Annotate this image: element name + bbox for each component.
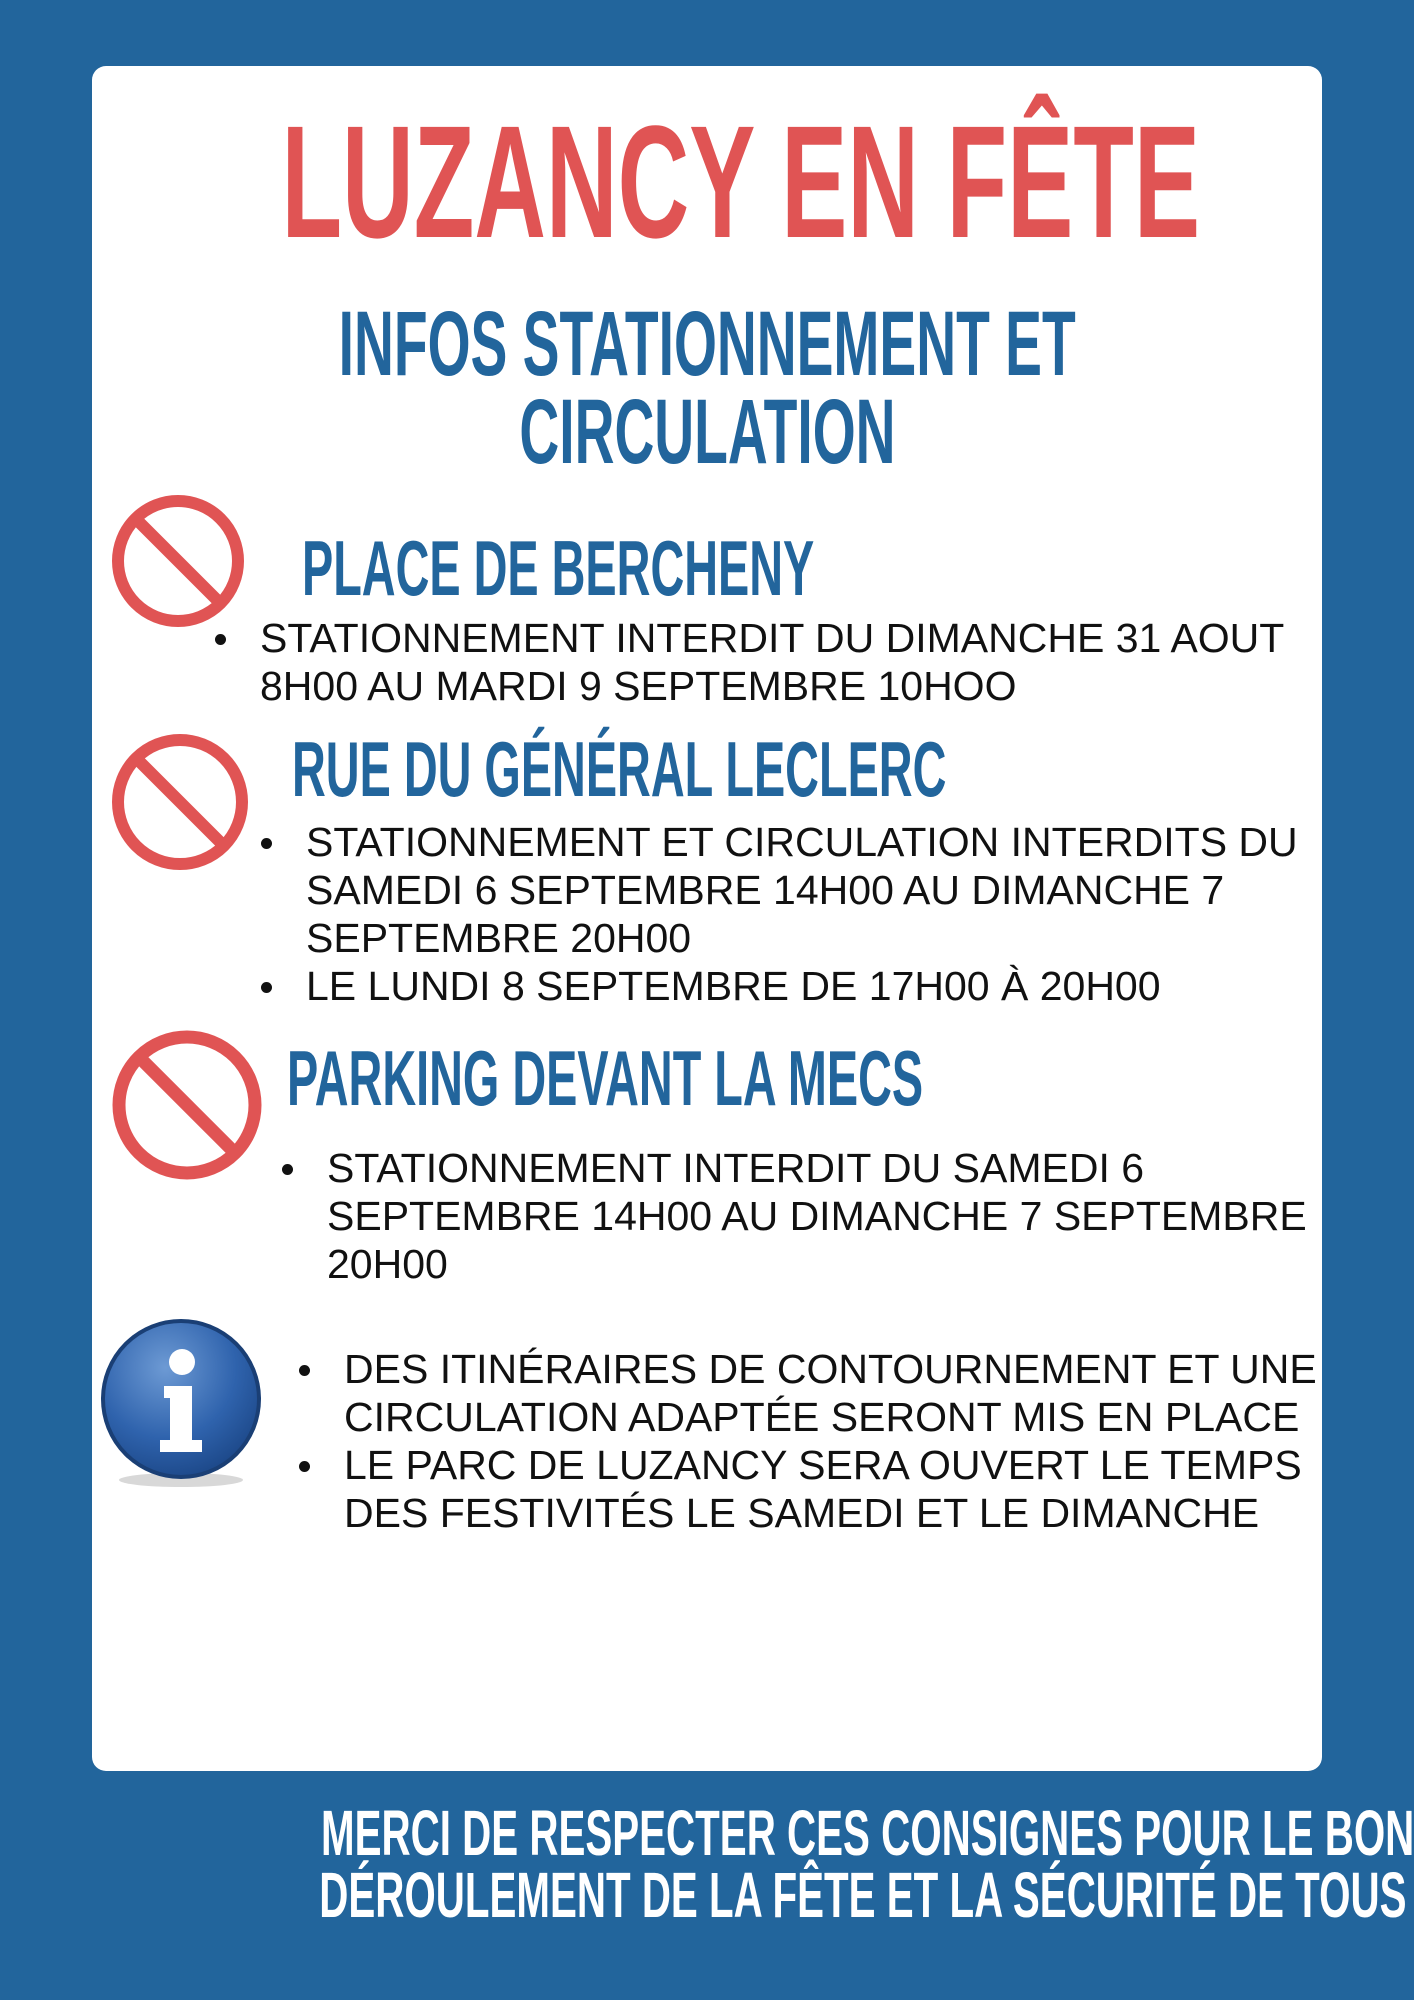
section-bullets-rue-du-general-leclerc (261, 818, 1331, 1010)
list-item: DES ITINÉRAIRES DE CONTOURNEMENT ET UNE CIRCULATION ADAPTÉE SERONT MIS EN PLACE (299, 1345, 1324, 1441)
list-item: STATIONNEMENT ET CIRCULATION INTERDITS DU SAMEDI 6 SEPTEMBRE 14H00 AU DIMANCHE 7 SEPTEMBRE 20H00 (261, 818, 1331, 962)
footer-message: MERCI DE RESPECTER CES CONSIGNES POUR LE BON DÉROULEMENT DE LA FÊTE ET LA SÉCURITÉ DE TOUS (319, 1797, 1414, 1931)
section-bullets-parking-devant-la-mecs (282, 1144, 1322, 1288)
section-bullets-info (299, 1345, 1324, 1537)
section-heading-rue-du-general-leclerc: RUE DU GÉNÉRAL LECLERC (292, 725, 947, 813)
info-icon (98, 1316, 264, 1492)
list-item: STATIONNEMENT INTERDIT DU DIMANCHE 31 AOUT 8H00 AU MARDI 9 SEPTEMBRE 10HOO (215, 614, 1325, 710)
section-bullets-place-de-bercheny (215, 614, 1325, 710)
no-entry-icon (110, 732, 250, 872)
section-heading-place-de-bercheny: PLACE DE BERCHENY (302, 524, 815, 612)
no-entry-icon (110, 493, 246, 629)
poster-title: LUZANCY EN FÊTE (281, 92, 1201, 271)
poster-subtitle: INFOS STATIONNEMENT ET CIRCULATION (338, 293, 1076, 483)
section-heading-parking-devant-la-mecs: PARKING DEVANT LA MECS (287, 1034, 924, 1122)
list-item: LE LUNDI 8 SEPTEMBRE DE 17H00 À 20H00 (261, 962, 1331, 1010)
list-item: STATIONNEMENT INTERDIT DU SAMEDI 6 SEPTEMBRE 14H00 AU DIMANCHE 7 SEPTEMBRE 20H00 (282, 1144, 1322, 1288)
list-item: LE PARC DE LUZANCY SERA OUVERT LE TEMPS DES FESTIVITÉS LE SAMEDI ET LE DIMANCHE (299, 1441, 1324, 1537)
no-entry-icon (110, 1028, 264, 1182)
